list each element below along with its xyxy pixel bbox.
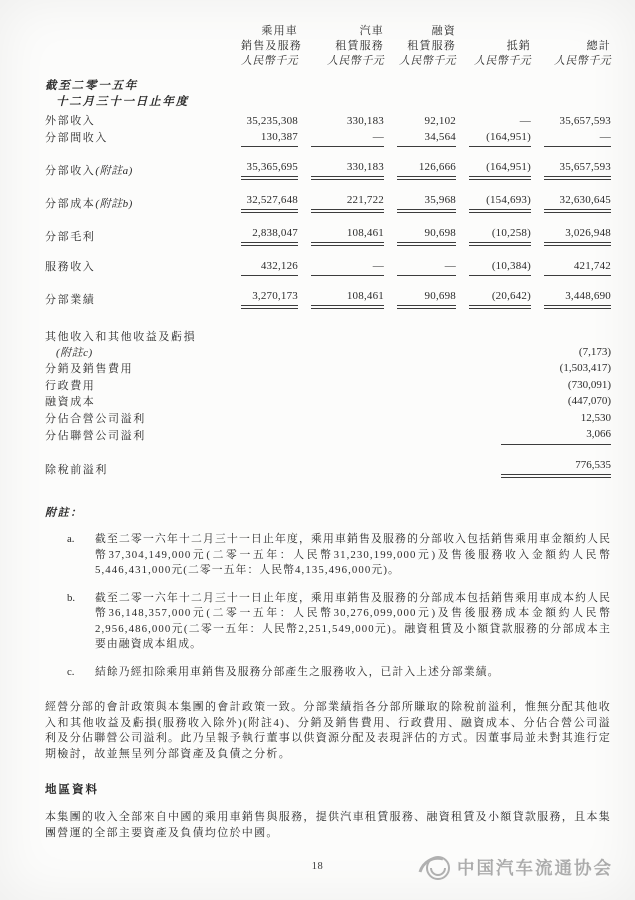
notes-heading: 附註： xyxy=(45,507,83,519)
cell-value: 126,666 xyxy=(397,160,456,180)
row-gap xyxy=(45,246,611,259)
column-header-4 xyxy=(469,24,531,69)
row-gap xyxy=(45,180,611,193)
row-label: 分部業績 xyxy=(45,294,96,306)
cell-value: 3,026,948 xyxy=(544,226,611,246)
cell-value: (10,384) xyxy=(469,259,531,276)
cell-value: (10,258) xyxy=(469,226,531,246)
cell-value: (730,091) xyxy=(567,378,611,391)
region-paragraph: 本集團的收入全部來自中國的乘用車銷售與服務，提供汽車租賃服務、融資租賃及小額貸款服務，且本集團營運的全部主要資產及負債均位於中國。 xyxy=(45,811,611,839)
summary-row xyxy=(45,330,611,361)
summary-row xyxy=(45,411,611,428)
column-header-unit: 人民幣千元 xyxy=(474,55,531,67)
column-header-line2: 總計 xyxy=(586,40,611,52)
row-gap xyxy=(45,147,611,160)
cell-value: 32,630,645 xyxy=(544,193,611,213)
row-label: 分部毛利 xyxy=(45,231,96,243)
row-label: 外部收入 xyxy=(45,115,96,127)
cell-value: 92,102 xyxy=(424,115,456,127)
notes-section xyxy=(45,504,611,680)
cell-value: 32,527,648 xyxy=(241,193,298,213)
cell-value: (164,951) xyxy=(469,130,531,147)
cell-value: 12,530 xyxy=(580,411,611,424)
cell-value: (154,693) xyxy=(469,193,531,213)
watermark-text: 中国汽车流通协会 xyxy=(457,857,613,878)
period-line-2: 十二月三十一日止年度 xyxy=(56,96,189,108)
table-row xyxy=(45,259,611,276)
cell-value: 108,461 xyxy=(311,289,384,309)
column-header-unit: 人民幣千元 xyxy=(327,55,384,67)
summary-row xyxy=(45,427,611,445)
cell-value: — xyxy=(397,259,456,276)
column-header-unit: 人民幣千元 xyxy=(399,55,456,67)
cell-value: 35,968 xyxy=(397,193,456,213)
column-header-line2: 租賃服務 xyxy=(407,40,456,52)
column-header-1 xyxy=(241,24,302,69)
cell-value: (7,173) xyxy=(578,345,611,358)
cell-value: 130,387 xyxy=(241,130,298,147)
note-item-b xyxy=(67,591,611,653)
note-text: 結餘乃經扣除乘用車銷售及服務分部產生之服務收入，已計入上述分部業績。 xyxy=(95,665,500,678)
cell-value: 90,698 xyxy=(397,289,456,309)
column-header-unit: 人民幣千元 xyxy=(554,55,611,67)
region-section-heading: 地區資料 xyxy=(45,784,99,796)
cell-value: 776,535 xyxy=(501,458,611,479)
cell-value: 2,838,047 xyxy=(241,226,298,246)
row-label-note: (附註b) xyxy=(95,198,133,210)
column-header-line2: 抵銷 xyxy=(506,40,531,52)
column-header-3 xyxy=(397,24,456,69)
note-text: 截至二零一六年十二月三十一日止年度，乘用車銷售及服務的分部收入包括銷售乘用車金額約人民幣37,304,149,000元(二零一五年：人民幣31,230,199,000元)及售後服務收入金額約人民幣5,446,431,000元(二零一五年：人民幣4,135,496,000元)。 xyxy=(95,533,611,576)
segment-table-body xyxy=(45,114,611,309)
table-row xyxy=(45,130,611,147)
note-item-c xyxy=(67,665,611,681)
cell-value: 34,564 xyxy=(397,130,456,147)
cell-value: 3,270,173 xyxy=(241,289,298,309)
row-label: 服務收入 xyxy=(45,261,96,273)
cell-value: 35,657,593 xyxy=(559,115,611,127)
row-label: 分部收入(附註a) xyxy=(45,165,133,177)
column-header-line2: 租賃服務 xyxy=(335,40,384,52)
row-label: 分佔合營公司溢利 xyxy=(45,412,146,425)
cell-value: 3,448,690 xyxy=(544,289,611,309)
row-gap xyxy=(45,213,611,226)
summary-row xyxy=(45,394,611,411)
column-header-unit: 人民幣千元 xyxy=(241,55,298,67)
cell-value: 35,657,593 xyxy=(544,160,611,180)
row-label: 分銷及銷售費用 xyxy=(45,363,134,375)
accounting-policy-paragraph: 經營分部的會計政策與本集團的會計政策一致。分部業績指各分部所賺取的除稅前溢利，惟無分配其他收入和其他收益及虧損(服務收入除外)(附註4)、分銷及銷售費用、行政費用、融資成本、分佔合營公司溢利及分佔聯營公司溢利。此乃呈報予執行董事以供資源分配及表現評估的方式。因董事局並未對其進行定期檢討，故並無呈列分部資產及負債之分析。 xyxy=(45,701,611,760)
table-row xyxy=(45,160,611,180)
note-marker: a. xyxy=(67,533,75,545)
note-item-a xyxy=(67,532,611,579)
table-column-headers xyxy=(45,24,611,69)
column-header-line2: 銷售及服務 xyxy=(241,40,302,52)
summary-row xyxy=(45,361,611,378)
cell-value: 330,183 xyxy=(311,160,384,180)
cell-value: 3,066 xyxy=(501,427,611,445)
column-header-line1 xyxy=(544,24,611,39)
note-marker: b. xyxy=(67,591,76,604)
row-label-note: (附註a) xyxy=(95,165,133,177)
watermark xyxy=(417,852,613,882)
cell-value: 90,698 xyxy=(397,226,456,246)
table-row xyxy=(45,226,611,246)
cell-value: 221,722 xyxy=(311,193,384,213)
cell-value: — xyxy=(311,130,384,147)
cell-value: 35,235,308 xyxy=(246,115,298,127)
row-label: 除稅前溢利 xyxy=(45,463,108,476)
column-header-line1: 汽車 xyxy=(359,25,384,37)
cell-value: 330,183 xyxy=(346,115,384,127)
note-marker: c. xyxy=(67,665,75,678)
cell-value: 421,742 xyxy=(544,259,611,276)
row-label: 分部成本(附註b) xyxy=(45,198,133,210)
row-label: 分部間收入 xyxy=(45,132,108,144)
row-gap xyxy=(45,276,611,289)
cell-value: 35,365,695 xyxy=(241,160,298,180)
cell-value: (164,951) xyxy=(469,160,531,180)
row-label-note: (附註c) xyxy=(56,346,93,359)
table-row xyxy=(45,289,611,309)
column-header-line1: 乘用車 xyxy=(261,25,298,37)
cell-value: (20,642) xyxy=(469,289,531,309)
association-logo-icon xyxy=(417,852,451,882)
column-header-line1: 融資 xyxy=(431,25,456,37)
row-label: 其他收入和其他收益及虧損 (附註c) xyxy=(45,330,501,361)
cell-value: 432,126 xyxy=(241,259,298,276)
cell-value: — xyxy=(544,130,611,147)
summary-row xyxy=(45,378,611,395)
table-row xyxy=(45,114,611,130)
page-content xyxy=(45,24,611,841)
cell-value: 108,461 xyxy=(311,226,384,246)
summary-table-body xyxy=(45,317,611,478)
row-gap xyxy=(45,445,611,458)
cell-value: (1,503,417) xyxy=(559,362,611,374)
row-gap xyxy=(45,317,611,330)
cell-value: (447,070) xyxy=(567,395,611,407)
page-number: 18 xyxy=(311,861,324,872)
column-header-5 xyxy=(544,24,611,69)
cell-value: — xyxy=(519,115,531,127)
cell-value: — xyxy=(311,259,384,276)
column-header-line1 xyxy=(469,24,531,39)
row-label: 融資成本 xyxy=(45,396,96,408)
summary-row xyxy=(45,458,611,479)
column-header-2 xyxy=(311,24,384,69)
row-label: 分佔聯營公司溢利 xyxy=(45,430,146,442)
table-row xyxy=(45,193,611,213)
period-line-1: 截至二零一五年 xyxy=(45,80,139,92)
period-heading xyxy=(45,78,611,110)
row-label: 行政費用 xyxy=(45,379,96,392)
note-text: 截至二零一六年十二月三十一日止年度，乘用車銷售及服務的分部成本包括銷售乘用車成本約人民幣36,148,357,000元(二零一五年：人民幣30,276,099,000元)及售後服務成本金額約人民幣2,956,486,000元(二零一五年：人民幣2,251,549,000元)。融資租賃及小額貸款服務的分部成本主要由融資成本組成。 xyxy=(95,591,611,650)
